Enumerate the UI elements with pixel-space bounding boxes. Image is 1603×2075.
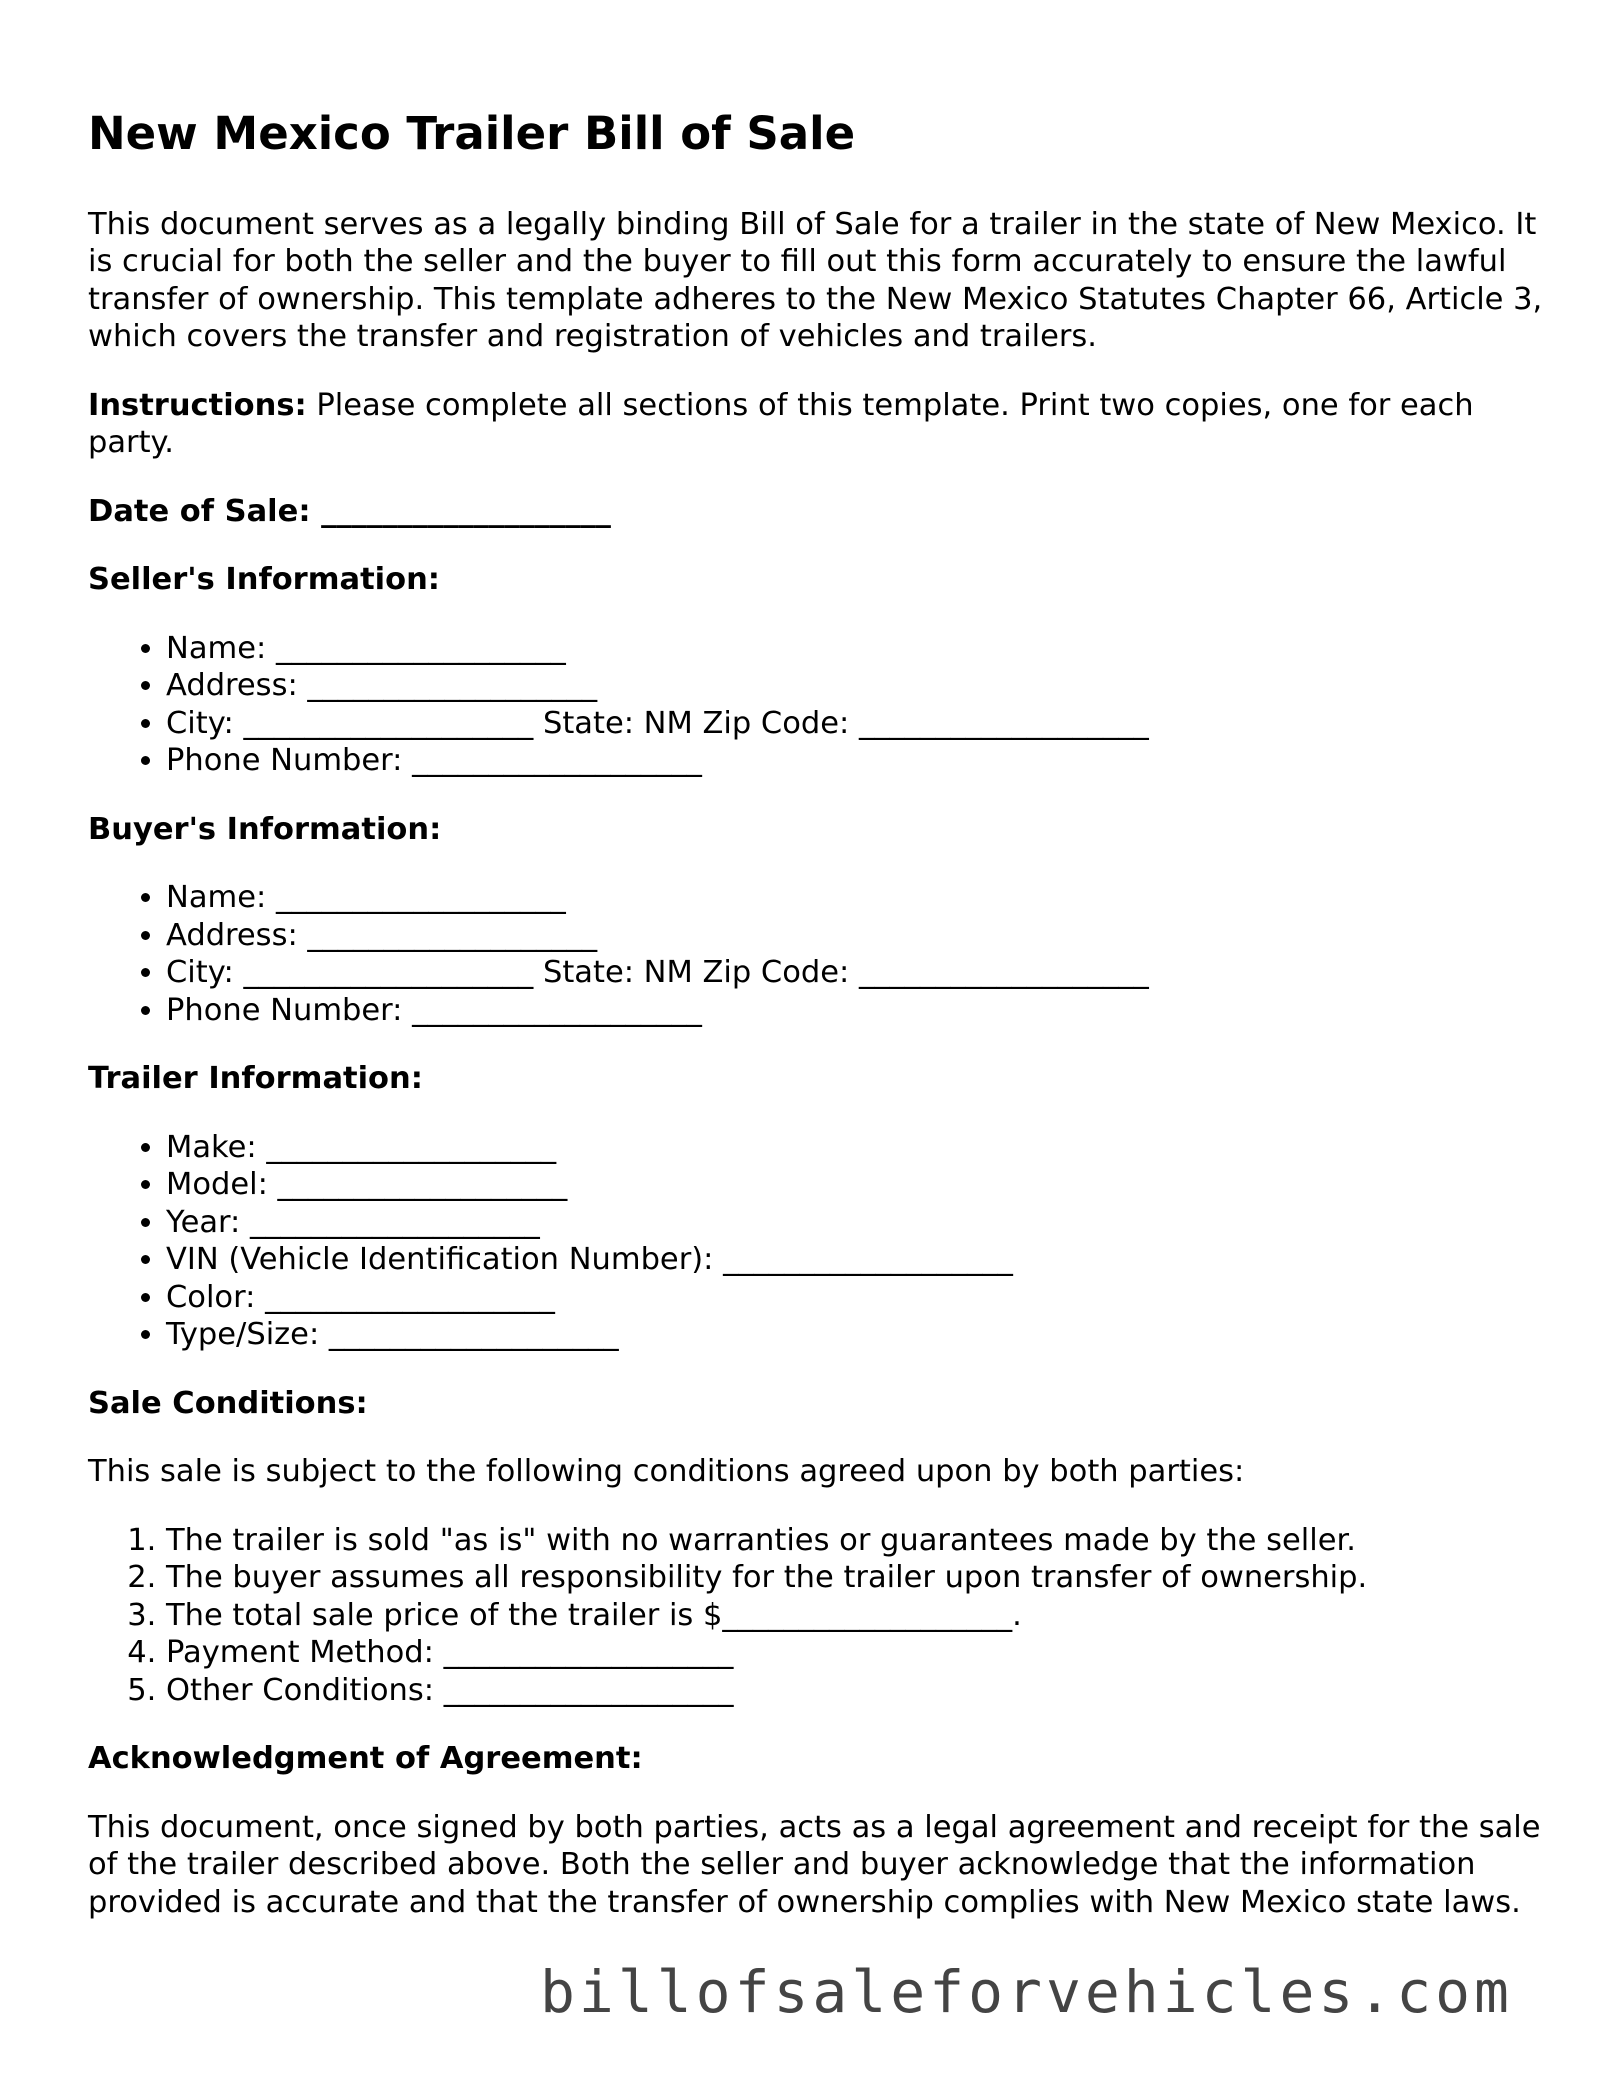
trailer-year-field: • Year: ___________________ bbox=[166, 1204, 1543, 1242]
seller-heading: Seller's Information: bbox=[88, 562, 440, 597]
condition-item: 2. The buyer assumes all responsibility for the trailer upon transfer of ownership. bbox=[166, 1559, 1543, 1597]
conditions-heading: Sale Conditions: bbox=[88, 1385, 368, 1421]
seller-address-field: • Address: ___________________ bbox=[166, 667, 1543, 705]
condition-item: 3. The total sale price of the trailer is $___________________. bbox=[166, 1597, 1543, 1635]
trailer-make-field: • Make: ___________________ bbox=[166, 1129, 1543, 1167]
seller-list bbox=[88, 630, 1543, 780]
condition-item: 5. Other Conditions: ___________________ bbox=[166, 1672, 1543, 1710]
watermark: billofsaleforvehicles.com bbox=[540, 1958, 1513, 2026]
buyer-name-field: • Name: ___________________ bbox=[166, 879, 1543, 917]
instructions-paragraph bbox=[88, 387, 1543, 462]
instructions-label: Instructions: bbox=[88, 387, 307, 423]
acknowledgment-paragraph: This document, once signed by both parties, acts as a legal agreement and receipt for the sale of the trailer described above. Both the seller and buyer acknowledge that the information provided is accurate and that the transfer of ownership complies with New Mexico state laws. bbox=[88, 1809, 1541, 1920]
buyer-city-state-zip-field: • City: ___________________ State: NM Zip Code: ___________________ bbox=[166, 954, 1543, 992]
seller-city-state-zip-field: • City: ___________________ State: NM Zip Code: ___________________ bbox=[166, 705, 1543, 743]
conditions-intro: This sale is subject to the following conditions agreed upon by both parties: bbox=[88, 1454, 1245, 1489]
intro-paragraph: This document serves as a legally binding Bill of Sale for a trailer in the state of New Mexico. It is crucial for both the seller and the buyer to fill out this form accurately to ensure the lawful transfer of ownership. This template adheres to the New Mexico Statutes Chapter 66, Article 3, which covers the transfer and registration of vehicles and trailers. bbox=[88, 206, 1543, 354]
buyer-phone-field: • Phone Number: ___________________ bbox=[166, 992, 1543, 1030]
page-title: New Mexico Trailer Bill of Sale bbox=[88, 107, 856, 160]
trailer-model-field: • Model: ___________________ bbox=[166, 1166, 1543, 1204]
trailer-vin-field: • VIN (Vehicle Identification Number): ___________________ bbox=[166, 1241, 1543, 1279]
trailer-heading: Trailer Information: bbox=[88, 1061, 423, 1096]
acknowledgment-heading: Acknowledgment of Agreement: bbox=[88, 1741, 643, 1776]
condition-item: 1. The trailer is sold "as is" with no warranties or guarantees made by the seller. bbox=[166, 1522, 1543, 1560]
instructions-text: Please complete all sections of this template. Print two copies, one for each party. bbox=[88, 387, 1474, 460]
conditions-list bbox=[88, 1522, 1543, 1710]
trailer-color-field: • Color: ___________________ bbox=[166, 1279, 1543, 1317]
seller-name-field: • Name: ___________________ bbox=[166, 630, 1543, 668]
date-of-sale-field: Date of Sale: ___________________ bbox=[88, 493, 611, 529]
trailer-list bbox=[88, 1129, 1543, 1354]
buyer-address-field: • Address: ___________________ bbox=[166, 917, 1543, 955]
buyer-heading: Buyer's Information: bbox=[88, 811, 442, 847]
buyer-list bbox=[88, 879, 1543, 1029]
condition-item: 4. Payment Method: ___________________ bbox=[166, 1634, 1543, 1672]
seller-phone-field: • Phone Number: ___________________ bbox=[166, 742, 1543, 780]
trailer-type-size-field: • Type/Size: ___________________ bbox=[166, 1316, 1543, 1354]
